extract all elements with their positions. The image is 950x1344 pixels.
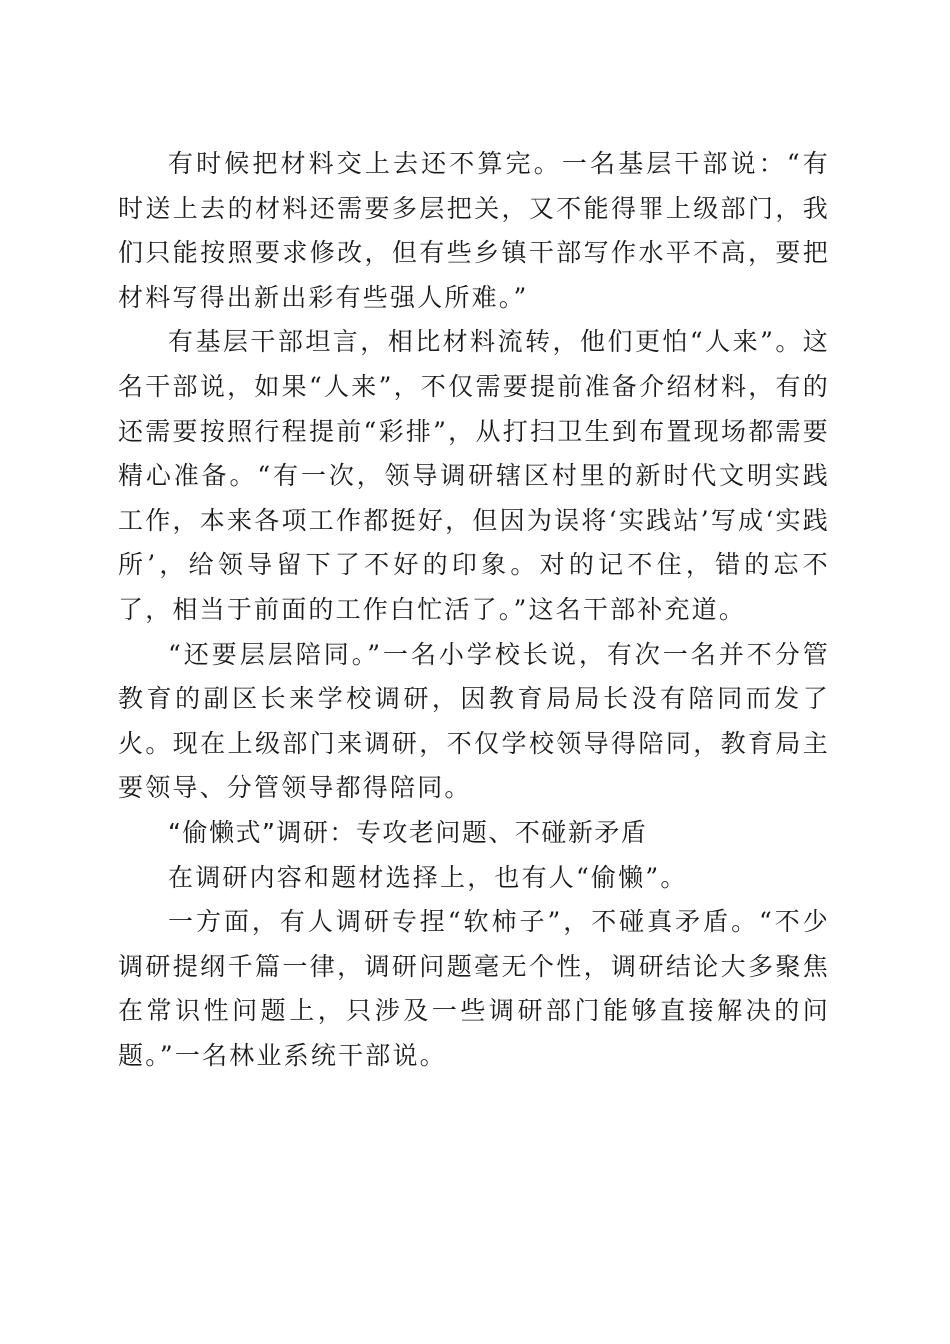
- paragraph-accompany: “还要层层陪同。”一名小学校长说，有次一名并不分管教育的副区长来学校调研，因教育局局长没有陪同而发了火。现在上级部门来调研，不仅学校领导得陪同，教育局主要领导、分管领导都得陪同。: [118, 639, 830, 803]
- document-body: [118, 142, 830, 1078]
- paragraph-materials-review: 有时候把材料交上去还不算完。一名基层干部说：“有时送上去的材料还需要多层把关，又不能得罪上级部门，我们只能按照要求修改，但有些乡镇干部写作水平不高，要把材料写得出新出彩有些强人所难。”: [118, 149, 830, 312]
- section-heading: “偷懒式”调研：专攻老问题、不碰新矛盾: [168, 817, 648, 847]
- paragraph-people-coming: 有基层干部坦言，相比材料流转，他们更怕“人来”。这名干部说，如果“人来”，不仅需要提前准备介绍材料，有的还需要按照行程提前“彩排”，从打扫卫生到布置现场都需要精心准备。“有一次，领导调研辖区村里的新时代文明实践工作，本来各项工作都挺好，但因为误将‘实践站’写成‘实践所’，给领导留下了不好的印象。对的记不住，错的忘不了，相当于前面的工作白忙活了。”这名干部补充道。: [118, 327, 830, 624]
- paragraph-lazy-topics: 在调研内容和题材选择上，也有人“偷懒”。: [168, 862, 688, 892]
- paragraph-soft-targets: 一方面，有人调研专捏“软柿子”，不碰真矛盾。“不少调研提纲千篇一律，调研问题毫无个性，调研结论大多聚焦在常识性问题上，只涉及一些调研部门能够直接解决的问题。”一名林业系统干部说。: [118, 907, 830, 1070]
